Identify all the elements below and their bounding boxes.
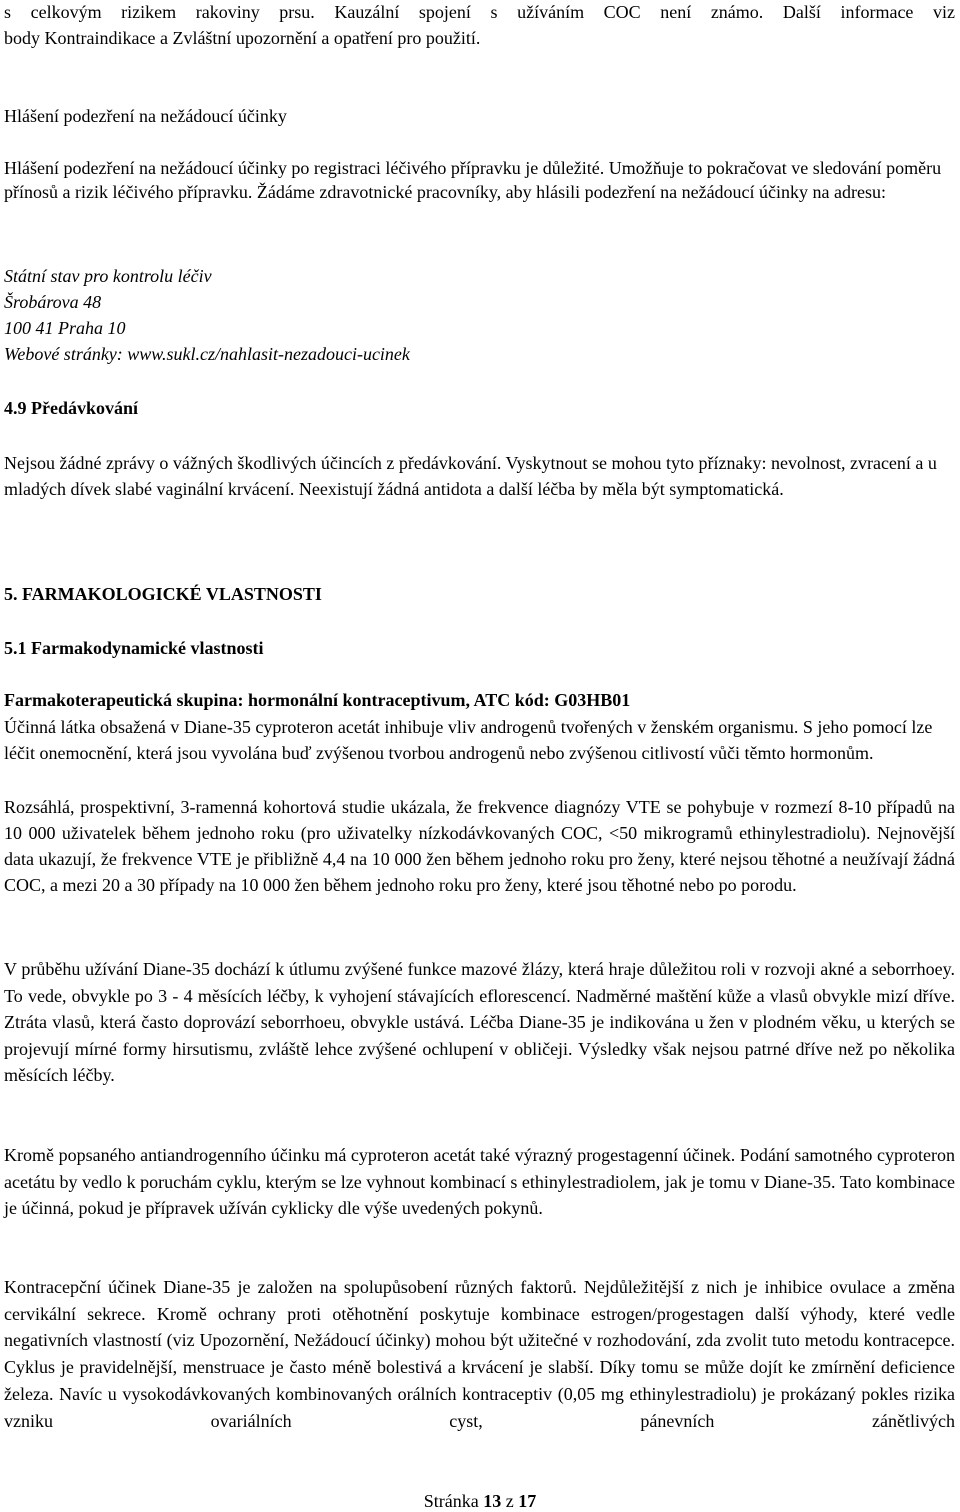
intro-line-1: s celkovým rizikem rakoviny prsu. Kauzální spojení s užíváním COC není známo. Další informace viz	[4, 2, 955, 22]
footer-middle: z	[501, 1491, 519, 1511]
intro-line-2: body Kontraindikace a Zvláštní upozornění a opatření pro použití.	[4, 28, 481, 48]
overdose-paragraph: Nejsou žádné zprávy o vážných škodlivých účincích z předávkování. Vyskytnout se mohou tyto příznaky: nevolnost, zvracení a u mladých dívek slabé vaginální krvácení. Neexistují žádná antidota a další léčba by měla být symptomatická.	[4, 453, 937, 499]
paragraph-progestagenic: Kromě popsaného antiandrogenního účinku má cyproteron acetát také výrazný progestagenní účinek. Podání samotného cyproteron acetátu by vedlo k poruchám cyklu, kterým se lze vyhnout kombinací s ethinylestradiolem, jak je tomu v Diane-35. Tato kombinace je účinná, pokud je přípravek užíván cyklicky dle výše uvedených pokynů.	[4, 1145, 955, 1218]
paragraph-vte-study: Rozsáhlá, prospektivní, 3-ramenná kohortová studie ukázala, že frekvence diagnózy VTE se pohybuje v rozmezí 8-10 případů na 10 000 uživatelek během jednoho roku (pro uživatelky nízkodávkovaných COC, <50 mikrogramů ethinylestradiolu). Nejnovější data ukazují, že frekvence VTE je přibližně 4,4 na 10 000 žen během jednoho roku pro ženy, které nejsou těhotné a neužívají žádná COC, a mezi 20 a 30 případy na 10 000 žen během jednoho roku pro ženy, které jsou těhotné nebo po porodu.	[4, 797, 955, 895]
reporting-paragraph: Hlášení podezření na nežádoucí účinky po registraci léčivého přípravku je důležité. Umožňuje to pokračovat ve sledování poměru přínosů a rizik léčivého přípravku. Žádáme zdravotnické pracovníky, aby hlásili podezření na nežádoucí účinky na adresu:	[4, 158, 942, 202]
paragraph-contraceptive-effect: Kontracepční účinek Diane-35 je založen na spolupůsobení různých faktorů. Nejdůležitější z nich je inhibice ovulace a změna cervikální sekrece. Kromě ochrany proti otěhotnění poskytuje kombinace estrogen/progestagen další výhody, které vedle negativních vlastností (viz Upozornění, Nežádoucí účinky) mohou být užitečné v rozhodování, zda zvolit tuto metodu kontracepce. Cyklus je pravidelnější, menstruace je často méně bolestivá a krvácení je slabší. Díky tomu se může dojít ke zmírnění deficience železa. Navíc u vysokodávkovaných kombinovaných orálních kontraceptiv (0,05 mg ethinylestradiolu) je prokázaný pokles rizika vzniku ovariálních cyst, pánevních zánětlivých	[4, 1277, 955, 1431]
section-5-heading: 5. FARMAKOLOGICKÉ VLASTNOSTI	[4, 584, 322, 604]
address-line-3: 100 41 Praha 10	[4, 318, 126, 338]
footer-total-pages: 17	[518, 1491, 537, 1511]
section-5-1-heading: 5.1 Farmakodynamické vlastnosti	[4, 638, 264, 658]
paragraph-seborrhea: V průběhu užívání Diane-35 dochází k útlumu zvýšené funkce mazové žlázy, která hraje důležitou roli v rozvoji akné a seborrhoey. To vede, obvykle po 3 - 4 měsících léčby, k vyhojení stávajících eflorescencí. Nadměrné maštění kůže a vlasů obvykle mizí dříve. Ztráta vlasů, která často doprovází seborrhoeu, obvykle ustává. Léčba Diane-35 je indikována u žen v plodném věku, u kterých se projevují mírné formy hirsutismu, zvláště lehce zvýšené ochlupení v obličeji. Výsledky však nejsou patrné dříve než po několika měsících léčby.	[4, 959, 955, 1085]
reporting-heading: Hlášení podezření na nežádoucí účinky	[4, 106, 287, 126]
footer-prefix: Stránka	[423, 1491, 484, 1511]
address-website: Webové stránky: www.sukl.cz/nahlasit-nezadouci-ucinek	[4, 344, 410, 364]
footer-current-page: 13	[483, 1491, 502, 1511]
address-line-1: Státní stav pro kontrolu léčiv	[4, 266, 212, 286]
paragraph-mechanism: Účinná látka obsažená v Diane-35 cyproteron acetát inhibuje vliv androgenů tvořených v ženském organismu. S jeho pomocí lze léčit onemocnění, která jsou vyvolána buď zvýšenou tvorbou androgenů nebo zvýšenou citlivostí vůči těmto hormonům.	[4, 717, 933, 763]
address-line-2: Šrobárova 48	[4, 292, 102, 312]
pharmacotherapeutic-group: Farmakoterapeutická skupina: hormonální kontraceptivum, ATC kód: G03HB01	[4, 690, 631, 710]
overdose-heading: 4.9 Předávkování	[4, 398, 139, 418]
